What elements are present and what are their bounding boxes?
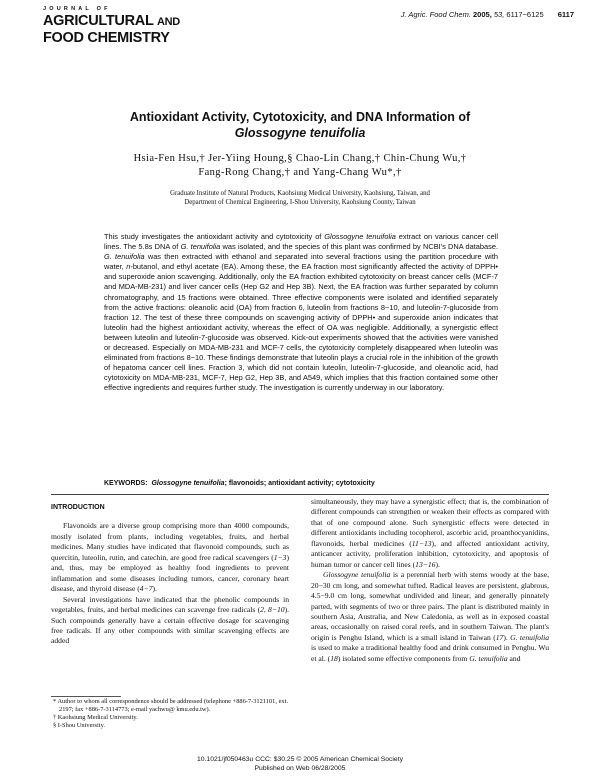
section-divider: [51, 494, 549, 495]
journal-logo-line1: [43, 13, 180, 29]
intro-paragraph-1: Flavonoids are a diverse group comprising more than 4000 compounds, mostly isolated from plants, including vegetables, fruits, and herbal medicines. Many studies have indicated that flavonoid compounds, such as quercitin, luteolin, rutin, and catechin, are good free radical scavengers (1−3) and, thus, may be employed as healthy food ingredients to prevent inflammation and some diseases including tumors, cancer, coronary heart disease, and thyroid disease (4−7).: [51, 521, 289, 594]
page-number: 6117: [557, 10, 574, 19]
intro-paragraph-2: Several investigations have indicated that the phenolic compounds in vegetables, fruits, and herbal medicines can scavenge free radicals (2, 8−10). Such compounds generally have a certain effective dosage for scavenging free radicals. If any other compounds with similar scavenging effects are added: [51, 594, 290, 646]
affiliation-line1: Graduate Institute of Natural Products, Kaohsiung Medical University, Kaohsiung, Taiwan, and: [170, 190, 430, 197]
doi-footer: [160, 756, 440, 773]
citation-volume: 53,: [493, 10, 505, 19]
intro-paragraph-4: Glossogyne tenuifolia is a perennial herb with stems woody at the base, 20−30 cm long, and somewhat tufted. Radical leaves are persistent, glabrous, 4.5−9.0 cm long, somewhat undivided and linear, and generally pinnately parted, with segments of two or three pairs. The plant is distributed mainly in southern Asia, Australia, and New Caledonia, as well as in exposed coastal areas, occasionally on raised coral reefs, and in southern Taiwan. The plant's origin is Penghu Island, which is a small island in Taiwan (17). G. tenuifolia is used to make a traditional healthy food and drink consumed in Penghu. Wu et al. (18) isolated some effective components from G. tenuifolia and: [311, 570, 550, 663]
keyword-species: Glossogyne tenuifolia: [151, 480, 225, 487]
journal-logo-and: AND: [156, 16, 180, 28]
article-title: [60, 109, 540, 141]
footnote-correspondence: * Author to whom all correspondence should be addressed (telephone +886-7-3121101, ext. 2197; fax +886-7-3114773; e-mail yachwu@ kmu.edu.tw).: [53, 698, 288, 713]
citation-journal: J. Agric. Food Chem.: [400, 10, 471, 19]
footnote-isu: § I-Shou University.: [53, 722, 105, 729]
intro-paragraph-3: simultaneously, they may have a synergistic effect; that is, the combination of different compounds can strengthen or weaken their effects as compared with that of one compound alone. Such synergistic effects were detected in different antioxidants including tocopherol, ascorbic acid, proanthocyanidins, flavonoids, herbal medicines (11−13), and affected antioxidant activity, anticancer activity, proliferation inhibition, cytotoxicity, and apoptosis of human tumor or cancer cell lines (13−16).: [311, 497, 549, 569]
title-line2: Glossogyne tenuifolia: [234, 126, 366, 140]
author-list: [90, 152, 510, 180]
journal-logo-top: JOURNAL OF: [43, 6, 111, 12]
footnotes: [51, 698, 291, 730]
affiliation-line2: Department of Chemical Engineering, I-Shou University, Kaohsiung County, Taiwan: [184, 199, 416, 206]
keywords: [104, 480, 498, 487]
citation-year: 2005,: [473, 10, 492, 19]
keywords-label: KEYWORDS:: [104, 480, 148, 487]
keywords-rest: ; flavonoids; antioxidant activity; cytotoxicity: [224, 480, 375, 487]
published-date: Published on Web 06/28/2005: [254, 764, 346, 772]
citation-pages: 6117−6125: [506, 10, 544, 19]
title-line1: Antioxidant Activity, Cytotoxicity, and DNA Information of: [129, 110, 471, 124]
abstract: This study investigates the antioxidant activity and cytotoxicity of Glossogyne tenuifolia extract on various cancer cell lines. The 5.8s DNA of G. tenuifolia was isolated, and the species of this plant was confirmed by NCBI's DNA database. G. tenuifolia was then extracted with ethanol and separated into several fractions using the partition procedure with water, n-butanol, and ethyl acetate (EA). Among these, the EA fraction most significantly affected the activity of DPPH• and superoxide anion scavenging. Additionally, only the EA fraction exhibited cytotoxicity on breast cancer cells (MCF-7 and MDA-MB-231) and liver cancer cells (Hep G2 and Hep 3B). Next, the EA fraction was further separated by column chromatography, and 15 fractions were obtained. Three effective components were isolated and identified separately from the active fractions: oleanolic acid (OA) from fraction 6, luteolin from fractions 8−10, and luteolin-7-glucoside from fraction 12. The test of these three compounds on scavenging activity of DPPH• and superoxide anion indicates that luteolin had the highest antioxidant activity, whereas the effect of OA was negligible. Additionally, a synergistic effect between luteolin and luteolin-7-glucoside was observed. Kick-out experiments showed that the activities were vanished or decreased. Especially on MDA-MB-231 and MCF-7 cells, the cytotoxicity completely disappeared when luteolin was eliminated from fractions 8−10. These findings demonstrate that luteolin plays a crucial role in the inhibition of the growth of hepatoma cancer cell lines. Fraction 3, which did not contain luteolin, luteolin-7-glucoside, and oleanolic acid, had cytotoxicity on MDA-MB-231, MCF-7, Hep G2, Hep 3B, and A549, which implies that this fraction contained some other effective ingredients and requires further study. The investigation is currently underway in our laboratory.: [104, 232, 498, 393]
authors-line1: Hsia-Fen Hsu,† Jer-Yiing Houng,§ Chao-Lin Chang,† Chin-Chung Wu,†: [133, 153, 467, 164]
affiliation: [95, 189, 505, 207]
running-header: [401, 10, 574, 19]
authors-line2: Fang-Rong Chang,† and Yang-Chang Wu*,†: [198, 167, 402, 178]
section-heading-introduction: INTRODUCTION: [51, 504, 105, 511]
journal-logo-agricultural: AGRICULTURAL: [43, 13, 154, 29]
footnote-rule: [51, 696, 121, 697]
right-column: [311, 497, 549, 664]
footnote-kmu: † Kaohsiung Medical University.: [53, 714, 138, 721]
journal-logo-line2: FOOD CHEMISTRY: [43, 30, 170, 46]
doi-line: 10.1021/jf050463u CCC: $30.25 © 2005 American Chemical Society: [196, 756, 404, 763]
left-column: [51, 503, 289, 647]
